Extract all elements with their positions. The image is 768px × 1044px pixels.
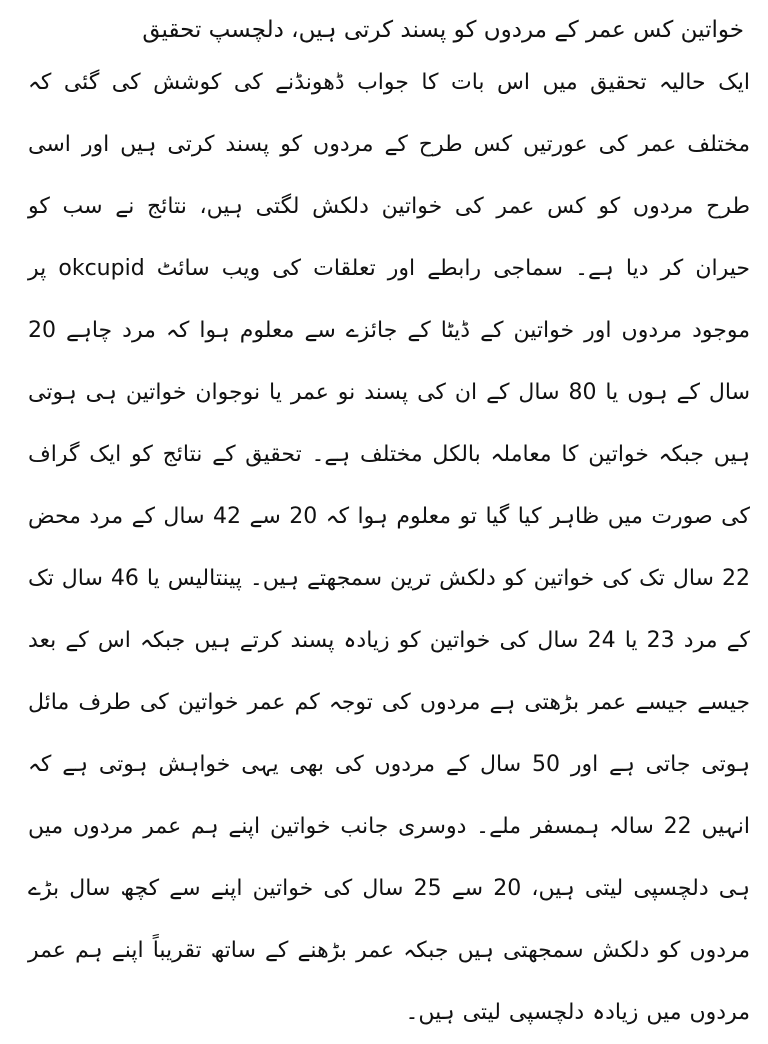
article [28,8,750,1044]
article-headline: خواتین کس عمر کے مردوں کو پسند کرتی ہیں، دلچسپ تحقیق [142,17,744,43]
article-body: ایک حالیہ تحقیق میں اس بات کا جواب ڈھونڈنے کی کوشش کی گئی کہ مختلف عمر کی عورتیں کس طرح کے مردوں کو پسند کرتی ہیں اور اسی طرح مردوں کو کس عمر کی خواتین دلکش لگتی ہیں، نتائج نے سب کو حیران کر دیا ہے۔ سماجی رابطے اور تعلقات کی ویب سائٹ okcupid پر موجود مردوں اور خواتین کے ڈیٹا کے جائزے سے معلوم ہوا کہ مرد چاہے 20 سال کے ہوں یا 80 سال کے ان کی پسند نو عمر یا نوجوان خواتین ہی ہوتی ہیں جبکہ خواتین کا معاملہ بالکل مختلف ہے۔ تحقیق کے نتائج کو ایک گراف کی صورت میں ظاہر کیا گیا تو معلوم ہوا کہ 20 سے 42 سال کے مرد محض 22 سال تک کی خواتین کو دلکش ترین سمجھتے ہیں۔ پینتالیس یا 46 سال تک کے مرد 23 یا 24 سال کی خواتین کو زیادہ پسند کرتے ہیں جبکہ اس کے بعد جیسے جیسے عمر بڑھتی ہے مردوں کی توجہ کم عمر خواتین کی طرف مائل ہوتی جاتی ہے اور 50 سال کے مردوں کی بھی یہی خواہش ہوتی ہے کہ انہیں 22 سالہ ہمسفر ملے۔ دوسری جانب خواتین اپنے ہم عمر مردوں میں ہی دلچسپی لیتی ہیں، 20 سے 25 سال کی خواتین اپنے سے کچھ سال بڑے مردوں کو دلکش سمجھتی ہیں جبکہ عمر بڑھنے کے ساتھ تقریباً اپنے ہم عمر مردوں میں زیادہ دلچسپی لیتی ہیں۔ [28,70,750,1025]
